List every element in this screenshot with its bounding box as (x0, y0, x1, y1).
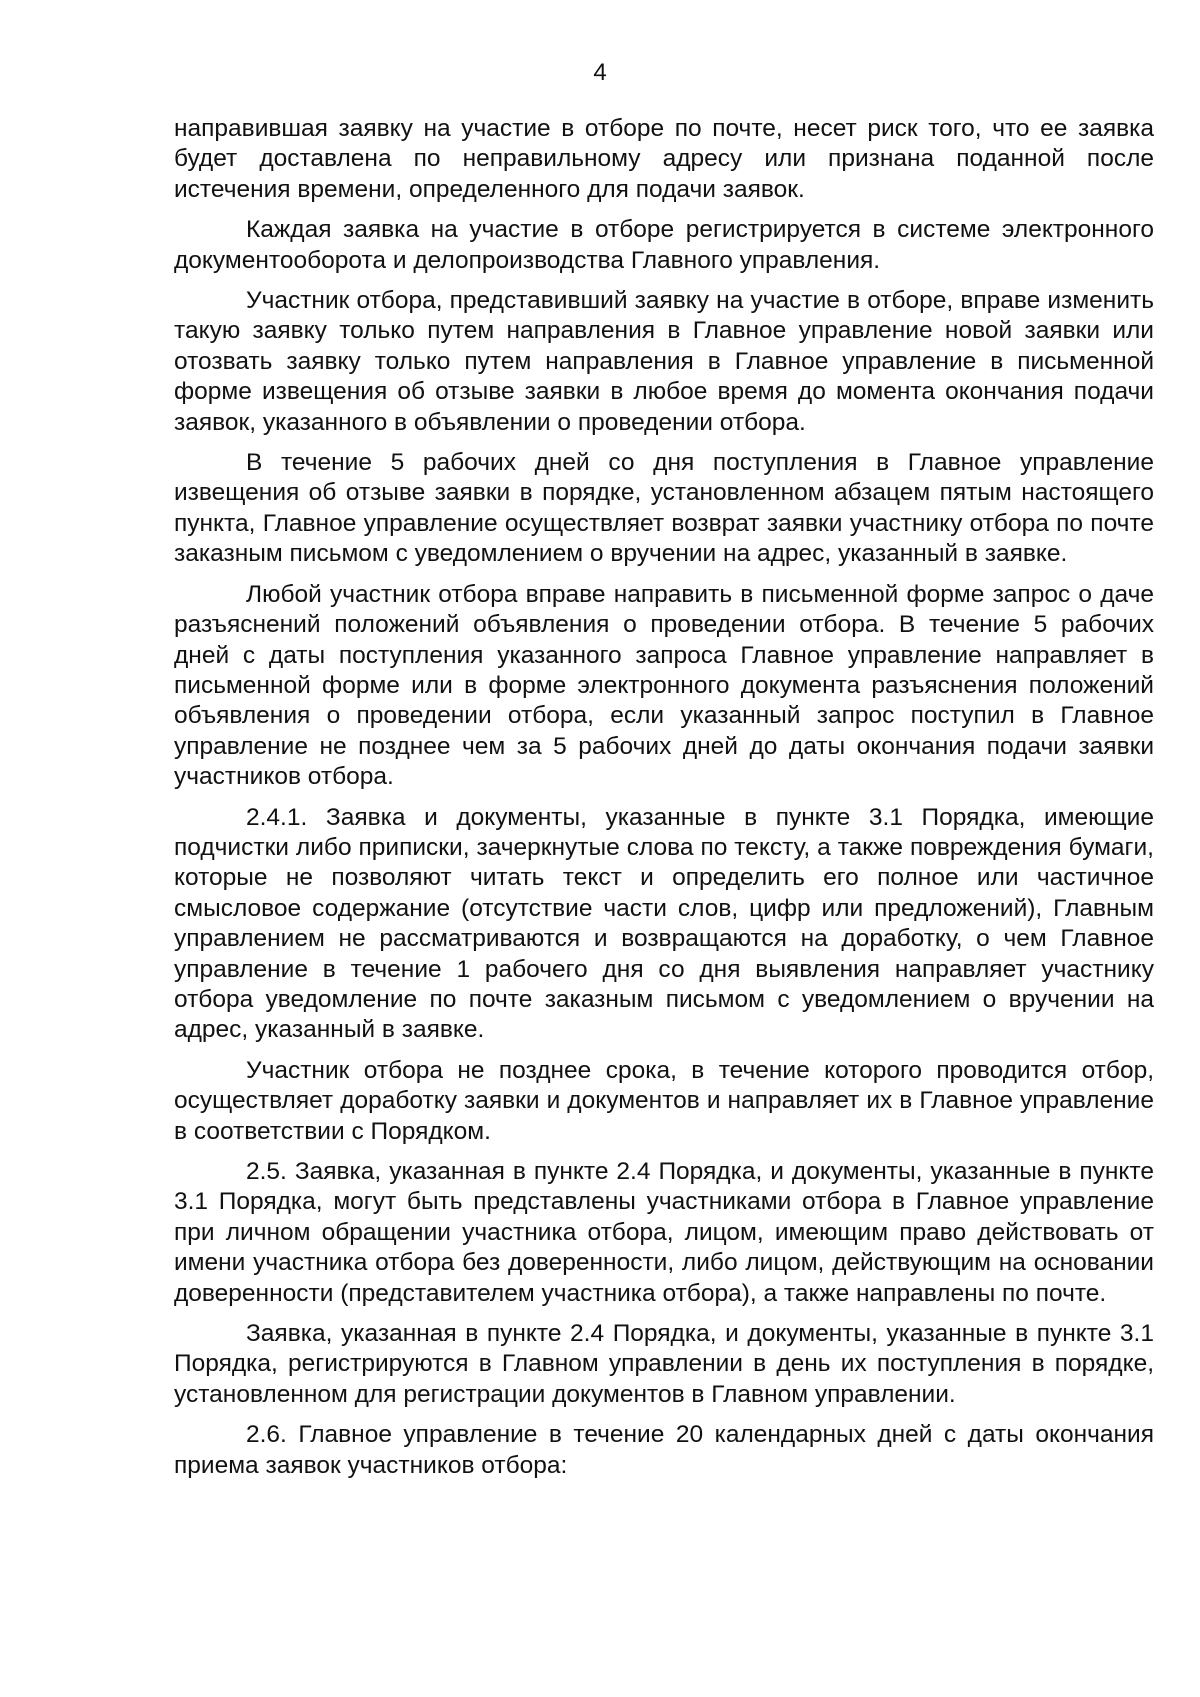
paragraph: Любой участник отбора вправе направить в письменной форме запрос о даче разъяснений положений объявления о проведении отбора. В течение 5 рабочих дней с даты поступления указанного запроса Главное управление направляет в письменной форме или в форме электронного документа разъяснения положений объявления о проведении отбора, если указанный запрос поступил в Главное управление не позднее чем за 5 рабочих дней до даты окончания подачи заявки участников отбора. (174, 580, 1154, 791)
paragraph: В течение 5 рабочих дней со дня поступления в Главное управление извещения об отзыве заявки в порядке, установленном абзацем пятым настоящего пункта, Главное управление осуществляет возврат заявки участнику отбора по почте заказным письмом с уведомлением о вручении на адрес, указанный в заявке. (174, 449, 1154, 568)
paragraph-clause-2-4-1: 2.4.1. Заявка и документы, указанные в пункте 3.1 Порядка, имеющие подчистки либо приписки, зачеркнутые слова по тексту, а также повреждения бумаги, которые не позволяют читать текст и определить его полное или частичное смысловое содержание (отсутствие части слов, цифр или предложений), Главным управлением не рассматриваются и возвращаются на доработку, о чем Главное управление в течение 1 рабочего дня со дня выявления направляет участнику отбора уведомление по почте заказным письмом с уведомлением о вручении на адрес, указанный в заявке. (174, 803, 1154, 1044)
paragraph: Участник отбора не позднее срока, в течение которого проводится отбор, осуществляет доработку заявки и документов и направляет их в Главное управление в соответствии с Порядком. (174, 1056, 1154, 1145)
paragraph: Участник отбора, представивший заявку на участие в отборе, вправе изменить такую заявку только путем направления в Главное управление новой заявки или отозвать заявку только путем направления в Главное управление в письменной форме извещения об отзыве заявки в любое время до момента окончания подачи заявок, указанного в объявлении о проведении отбора. (174, 287, 1154, 436)
paragraph-clause-2-5: 2.5. Заявка, указанная в пункте 2.4 Порядка, и документы, указанные в пункте 3.1 Порядка, могут быть представлены участниками отбора в Главное управление при личном обращении участника отбора, лицом, имеющим право действовать от имени участника отбора без доверенности, либо лицом, действующим на основании доверенности (представителем участника отбора), а также направлены по почте. (174, 1158, 1154, 1307)
paragraph-continuation: направившая заявку на участие в отборе по почте, несет риск того, что ее заявка будет доставлена по неправильному адресу или признана поданной после истечения времени, определенного для подачи заявок. (174, 115, 1154, 203)
paragraph-clause-2-6: 2.6. Главное управление в течение 20 календарных дней с даты окончания приема заявок участников отбора: (174, 1421, 1154, 1479)
document-body (174, 114, 1154, 1491)
paragraph: Заявка, указанная в пункте 2.4 Порядка, и документы, указанные в пункте 3.1 Порядка, регистрируются в Главном управлении в день их поступления в порядке, установленном для регистрации документов в Главном управлении. (174, 1320, 1154, 1408)
paragraph: Каждая заявка на участие в отборе регистрируется в системе электронного документооборота и делопроизводства Главного управления. (174, 216, 1154, 274)
page-number: 4 (593, 59, 607, 86)
